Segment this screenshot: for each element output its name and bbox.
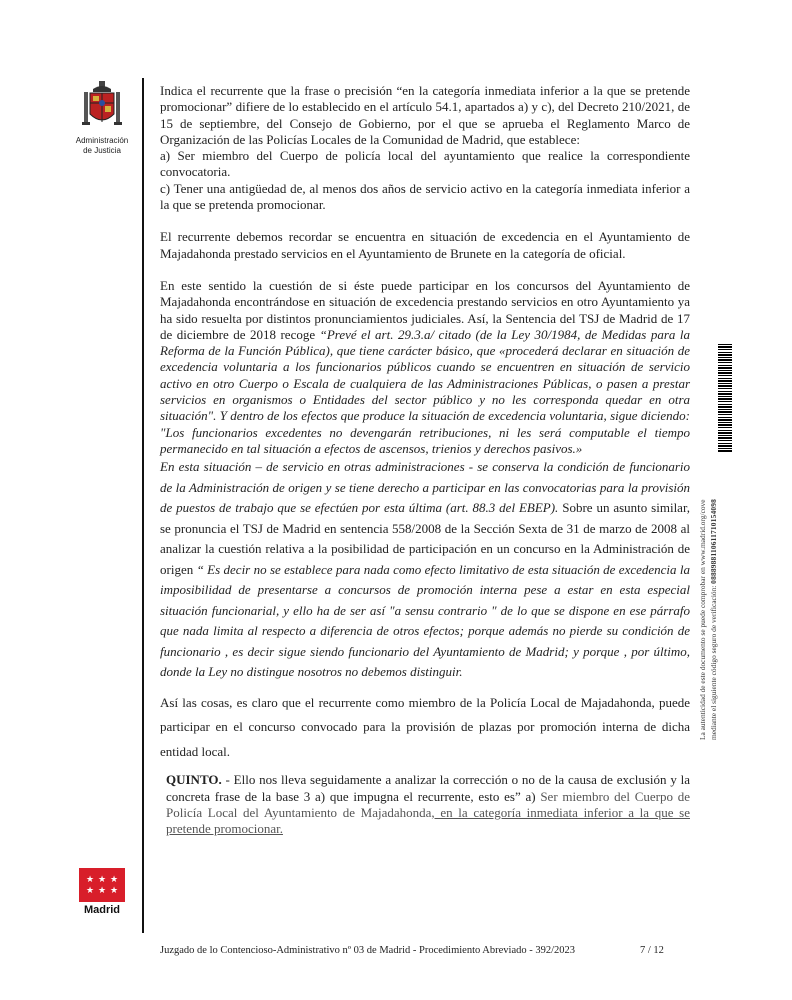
comunidad-madrid-logo bbox=[78, 868, 126, 916]
situacion-quote-2: “ Es decir no se establece para nada como efecto limitativo de esta situación de excedencia la imposibilidad de presentarse a concursos de promoción interna pese a estar en esta especial situación funcionarial, y ello ha de ser así "a sensu contrario " de lo que se dispone en ese párrafo que nada limita al respecto a diferencia de otros efectos; porque además no pierde su condición de funcionario , es decir sigue siendo funcionario del Ayuntamiento de Madrid; y porque , por último, donde la Ley no distingue nosotros no debemos distinguir. bbox=[160, 561, 691, 680]
side-note-prefix: mediante el siguiente código seguro de verificación: bbox=[708, 583, 718, 740]
jurisprudence-quote: “Prevé el art. 29.3.a/ citado (de la Ley 30/1984, de Medidas para la Reforma de la Función Pública), que tiene carácter básico, que «procederá declarar en situación de excedencia voluntaria a los funcionarios públicos cuando se encuentren en situación de servicio activo en otro Cuerpo o Escala de cualquiera de las Administraciones Públicas, o pasen a prestar servicios en organismos o Entidades del sector público y no les corresponda quedar en otra situación". Y dentro de los efectos que produce la situación de excedencia voluntaria, sigue diciendo: "Los funcionarios excedentes no devengarán retribuciones, ni les será computable el tiempo permanecido en tal situación a efectos de ascensos, trienios y derechos pasivos.» bbox=[160, 326, 691, 456]
madrid-flag-icon: ★ ★ ★ ★ ★ ★ bbox=[79, 868, 125, 902]
coat-of-arms-icon bbox=[80, 80, 124, 130]
quinto-requirement: Ser miembro del Cuerpo de Policía Local del Ayuntamiento de Majadahonda bbox=[166, 788, 691, 820]
paragraph-excedencia: El recurrente debemos recordar se encuentra en situación de excedencia en el Ayuntamiento de Majadahonda prestado servicios en el Ayuntamiento de Brunete en la categoría de oficial. bbox=[160, 229, 690, 261]
footer-court: Juzgado de lo Contencioso-Administrativo nº 03 de Madrid - Procedimiento Abreviado - 392/2023 bbox=[160, 945, 576, 956]
logo-caption-line1: Administración bbox=[75, 136, 129, 145]
section-heading: QUINTO. bbox=[166, 772, 222, 788]
quinto-text: - Ello nos lleva seguidamente a analizar la corrección o no de la causa de exclusión y la concreta frase de la base 3 a) que impugna el recurrente, esto es” a) bbox=[166, 772, 690, 804]
page-footer bbox=[160, 945, 670, 956]
document-body bbox=[160, 83, 690, 837]
verification-side-note bbox=[698, 340, 719, 740]
administracion-justicia-logo bbox=[74, 80, 130, 155]
paragraph-claim-item-c: c) Tener una antigüedad de, al menos dos años de servicio activo en la categoría inmediata inferior a la que se pretenda promocionar. bbox=[160, 180, 690, 213]
paragraph-conclusion: Así las cosas, es claro que el recurrente como miembro de la Policía Local de Majadahonda, puede participar en el concurso convocado para la provisión de plazas por promoción interna de dicha entidad local. bbox=[160, 694, 690, 759]
side-note-line2 bbox=[709, 340, 720, 740]
situacion-quote: En esta situación – de servicio en otras administraciones - se conserva la condición de funcionario de la Administración de origen y se tiene derecho a participar en las convocatorias para la provisión de puestos de trabajo que se efectúen por esta última (art. 88.3 del EBEP). bbox=[160, 459, 690, 516]
csv-code: 0888988110611710154098 bbox=[708, 498, 718, 584]
jurisprudence-text: En este sentido la cuestión de si éste puede participar en los concursos del Ayuntamiento de Majadahonda encontrándose en situación de excedencia prestando servicios en otro Ayuntamiento ya ha sido resuelta por distintos pronunciamientos judiciales. Así, la Sentencia del TSJ de Madrid de 17 de diciembre de 2018 recoge bbox=[160, 277, 690, 342]
logo-caption-line2: de Justicia bbox=[83, 146, 121, 155]
margin-rule bbox=[142, 78, 144, 933]
paragraph-claim: Indica el recurrente que la frase o precisión “en la categoría inmediata inferior a la que se pretende promocionar” difiere de lo establecido en el artículo 54.1, apartados a) y c), del Decreto 210/2021, de 15 de septiembre, del Consejo de Gobierno, por el que se aprueba el Reglamento Marco de Organización de las Policías Locales de la Comunidad de Madrid, que establece: bbox=[160, 83, 690, 147]
situacion-text: Sobre un asunto similar, se pronuncia el TSJ de Madrid en sentencia 558/2008 de la Sección Sexta de 31 de marzo de 2008 al analizar la cuestión relativa a la posibilidad de participación en un concurso en la Administración de origen bbox=[160, 500, 691, 577]
madrid-logo-caption: Madrid bbox=[83, 904, 121, 916]
barcode-icon bbox=[718, 344, 732, 452]
paragraph-situacion bbox=[160, 457, 690, 683]
paragraph-jurisprudence bbox=[160, 278, 690, 457]
side-note-line1: La autenticidad de este documento se puede comprobar en www.madrid.org/cove bbox=[698, 499, 707, 740]
page-number: 7 / 12 bbox=[640, 945, 664, 956]
paragraph-quinto bbox=[166, 772, 690, 837]
quinto-underlined-phrase: , en la categoría inmediata inferior a la que se pretende promocionar. bbox=[166, 804, 690, 837]
paragraph-claim-item-a: a) Ser miembro del Cuerpo de policía local del ayuntamiento que realice la correspondiente convocatoria. bbox=[160, 148, 690, 180]
